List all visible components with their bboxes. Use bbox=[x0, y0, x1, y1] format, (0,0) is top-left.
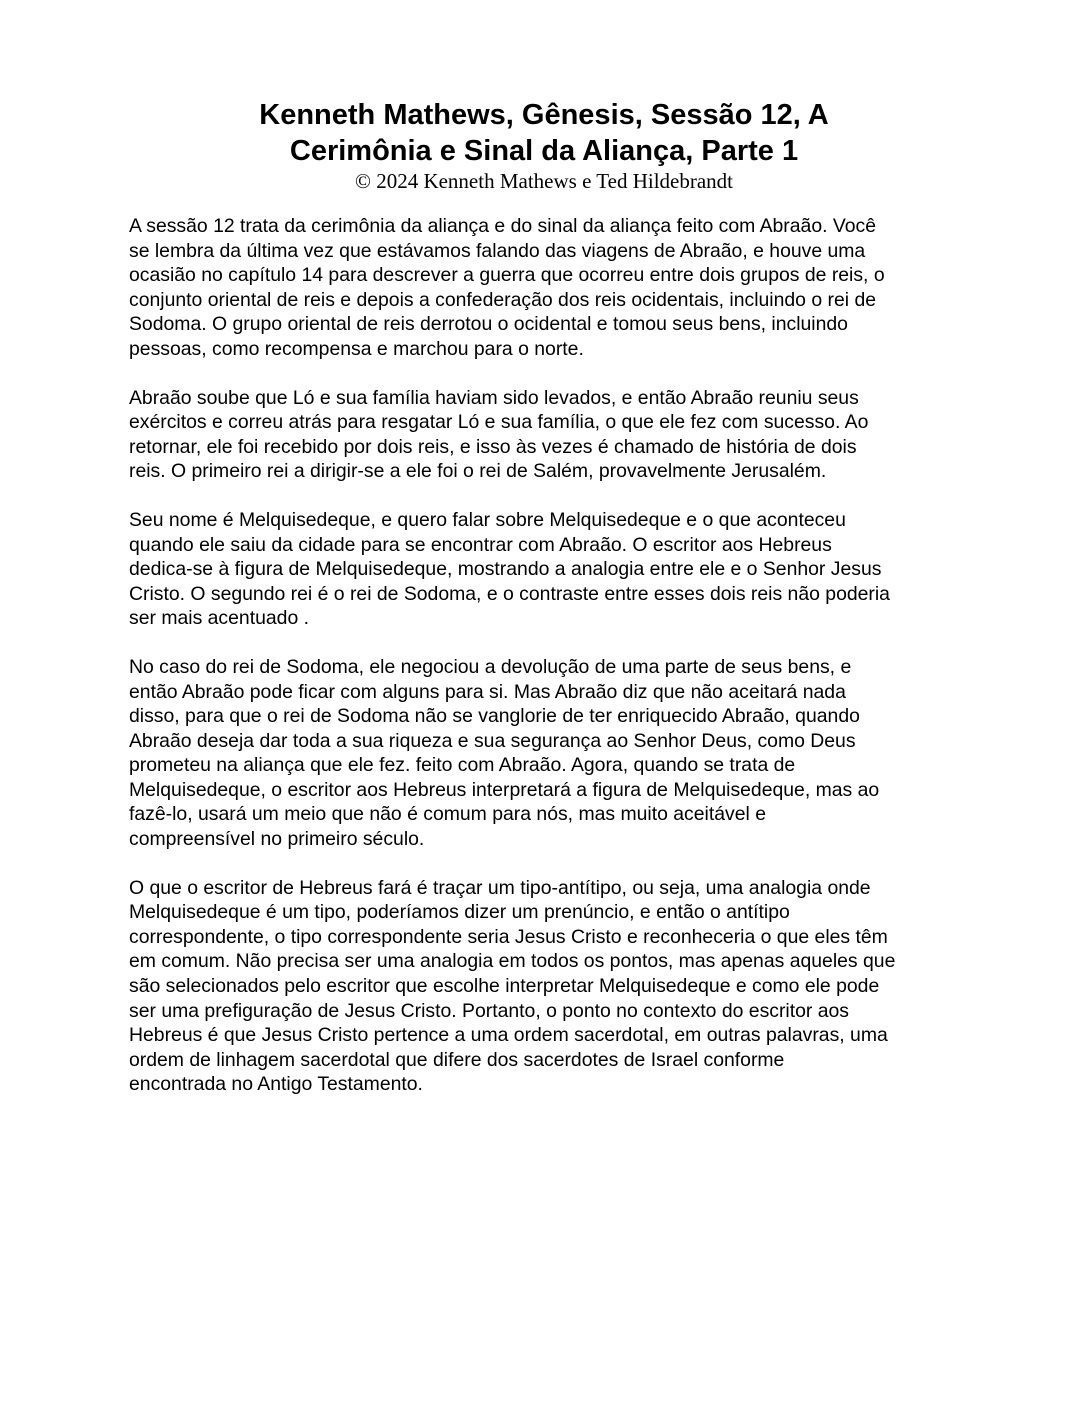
text-line: então Abraão pode ficar com alguns para si. Mas Abraão diz que não aceitará nada bbox=[129, 680, 846, 703]
text-line: prometeu na aliança que ele fez. feito com Abraão. Agora, quando se trata de bbox=[129, 754, 796, 777]
text-line: compreensível no primeiro século. bbox=[129, 828, 425, 851]
text-line: A sessão 12 trata da cerimônia da aliança e do sinal da aliança feito com Abraão. Você bbox=[129, 215, 877, 237]
title-line-1: Kenneth Mathews, Gênesis, Sessão 12, A bbox=[259, 99, 829, 131]
text-line: Abraão soube que Ló e sua família haviam sido levados, e então Abraão reuniu seus bbox=[129, 386, 859, 409]
title-line-2: Cerimônia e Sinal da Aliança, Parte 1 bbox=[289, 135, 799, 167]
page-title bbox=[180, 97, 908, 169]
text-line: ordem de linhagem sacerdotal que difere dos sacerdotes de Israel conforme bbox=[129, 1048, 785, 1071]
text-line: Hebreus é que Jesus Cristo pertence a uma ordem sacerdotal, em outras palavras, uma bbox=[129, 1024, 888, 1047]
paragraph-1 bbox=[129, 214, 964, 362]
text-line: fazê-lo, usará um meio que não é comum para nós, mas muito aceitável e bbox=[129, 803, 766, 826]
copyright-notice: © 2024 Kenneth Mathews e Ted Hildebrandt bbox=[354, 169, 733, 193]
text-line: O que o escritor de Hebreus fará é traçar um tipo-antítipo, ou seja, uma analogia onde bbox=[129, 876, 871, 899]
text-line: Abraão deseja dar toda a sua riqueza e sua segurança ao Senhor Deus, como Deus bbox=[129, 729, 856, 752]
text-line: Melquisedeque é um tipo, poderíamos dizer um prenúncio, e então o antítipo bbox=[129, 901, 790, 924]
text-line: ser mais acentuado . bbox=[129, 607, 309, 630]
text-line: encontrada no Antigo Testamento. bbox=[129, 1073, 423, 1096]
text-line: correspondente, o tipo correspondente seria Jesus Cristo e reconheceria o que eles têm bbox=[129, 925, 888, 948]
text-line: No caso do rei de Sodoma, ele negociou a devolução de uma parte de seus bens, e bbox=[129, 655, 852, 678]
text-line: em comum. Não precisa ser uma analogia em todos os pontos, mas apenas aqueles que bbox=[129, 950, 896, 973]
text-line: Seu nome é Melquisedeque, e quero falar sobre Melquisedeque e o que aconteceu bbox=[129, 508, 846, 531]
paragraph-3 bbox=[129, 508, 964, 631]
text-line: conjunto oriental de reis e depois a confederação dos reis ocidentais, incluindo o rei de bbox=[129, 288, 877, 311]
text-line: Melquisedeque, o escritor aos Hebreus interpretará a figura de Melquisedeque, mas ao bbox=[129, 778, 880, 801]
document-body bbox=[129, 214, 964, 1121]
text-line: ocasião no capítulo 14 para descrever a guerra que ocorreu entre dois grupos de reis, o bbox=[129, 264, 885, 287]
paragraph-5 bbox=[129, 876, 964, 1097]
text-line: Sodoma. O grupo oriental de reis derrotou o ocidental e tomou seus bens, incluindo bbox=[129, 313, 848, 336]
text-line: retornar, ele foi recebido por dois reis, e isso às vezes é chamado de história de dois bbox=[129, 435, 857, 458]
text-line: pessoas, como recompensa e marchou para o norte. bbox=[129, 337, 584, 360]
paragraph-4 bbox=[129, 655, 964, 852]
text-line: são selecionados pelo escritor que escolhe interpretar Melquisedeque e como ele pode bbox=[129, 975, 880, 998]
text-line: disso, para que o rei de Sodoma não se vanglorie de ter enriquecido Abraão, quando bbox=[129, 705, 860, 728]
text-line: se lembra da última vez que estávamos falando das viagens de Abraão, e houve uma bbox=[129, 239, 866, 262]
text-line: ser uma prefiguração de Jesus Cristo. Portanto, o ponto no contexto do escritor aos bbox=[129, 999, 850, 1022]
text-line: Cristo. O segundo rei é o rei de Sodoma, e o contraste entre esses dois reis não poderia bbox=[129, 582, 890, 605]
paragraph-2 bbox=[129, 386, 964, 484]
text-line: quando ele saiu da cidade para se encontrar com Abraão. O escritor aos Hebreus bbox=[129, 533, 832, 556]
text-line: dedica-se à figura de Melquisedeque, mostrando a analogia entre ele e o Senhor Jesus bbox=[129, 558, 882, 581]
text-line: reis. O primeiro rei a dirigir-se a ele foi o rei de Salém, provavelmente Jerusalém. bbox=[129, 460, 827, 483]
text-line: exércitos e correu atrás para resgatar Ló e sua família, o que ele fez com sucesso. Ao bbox=[129, 411, 869, 434]
